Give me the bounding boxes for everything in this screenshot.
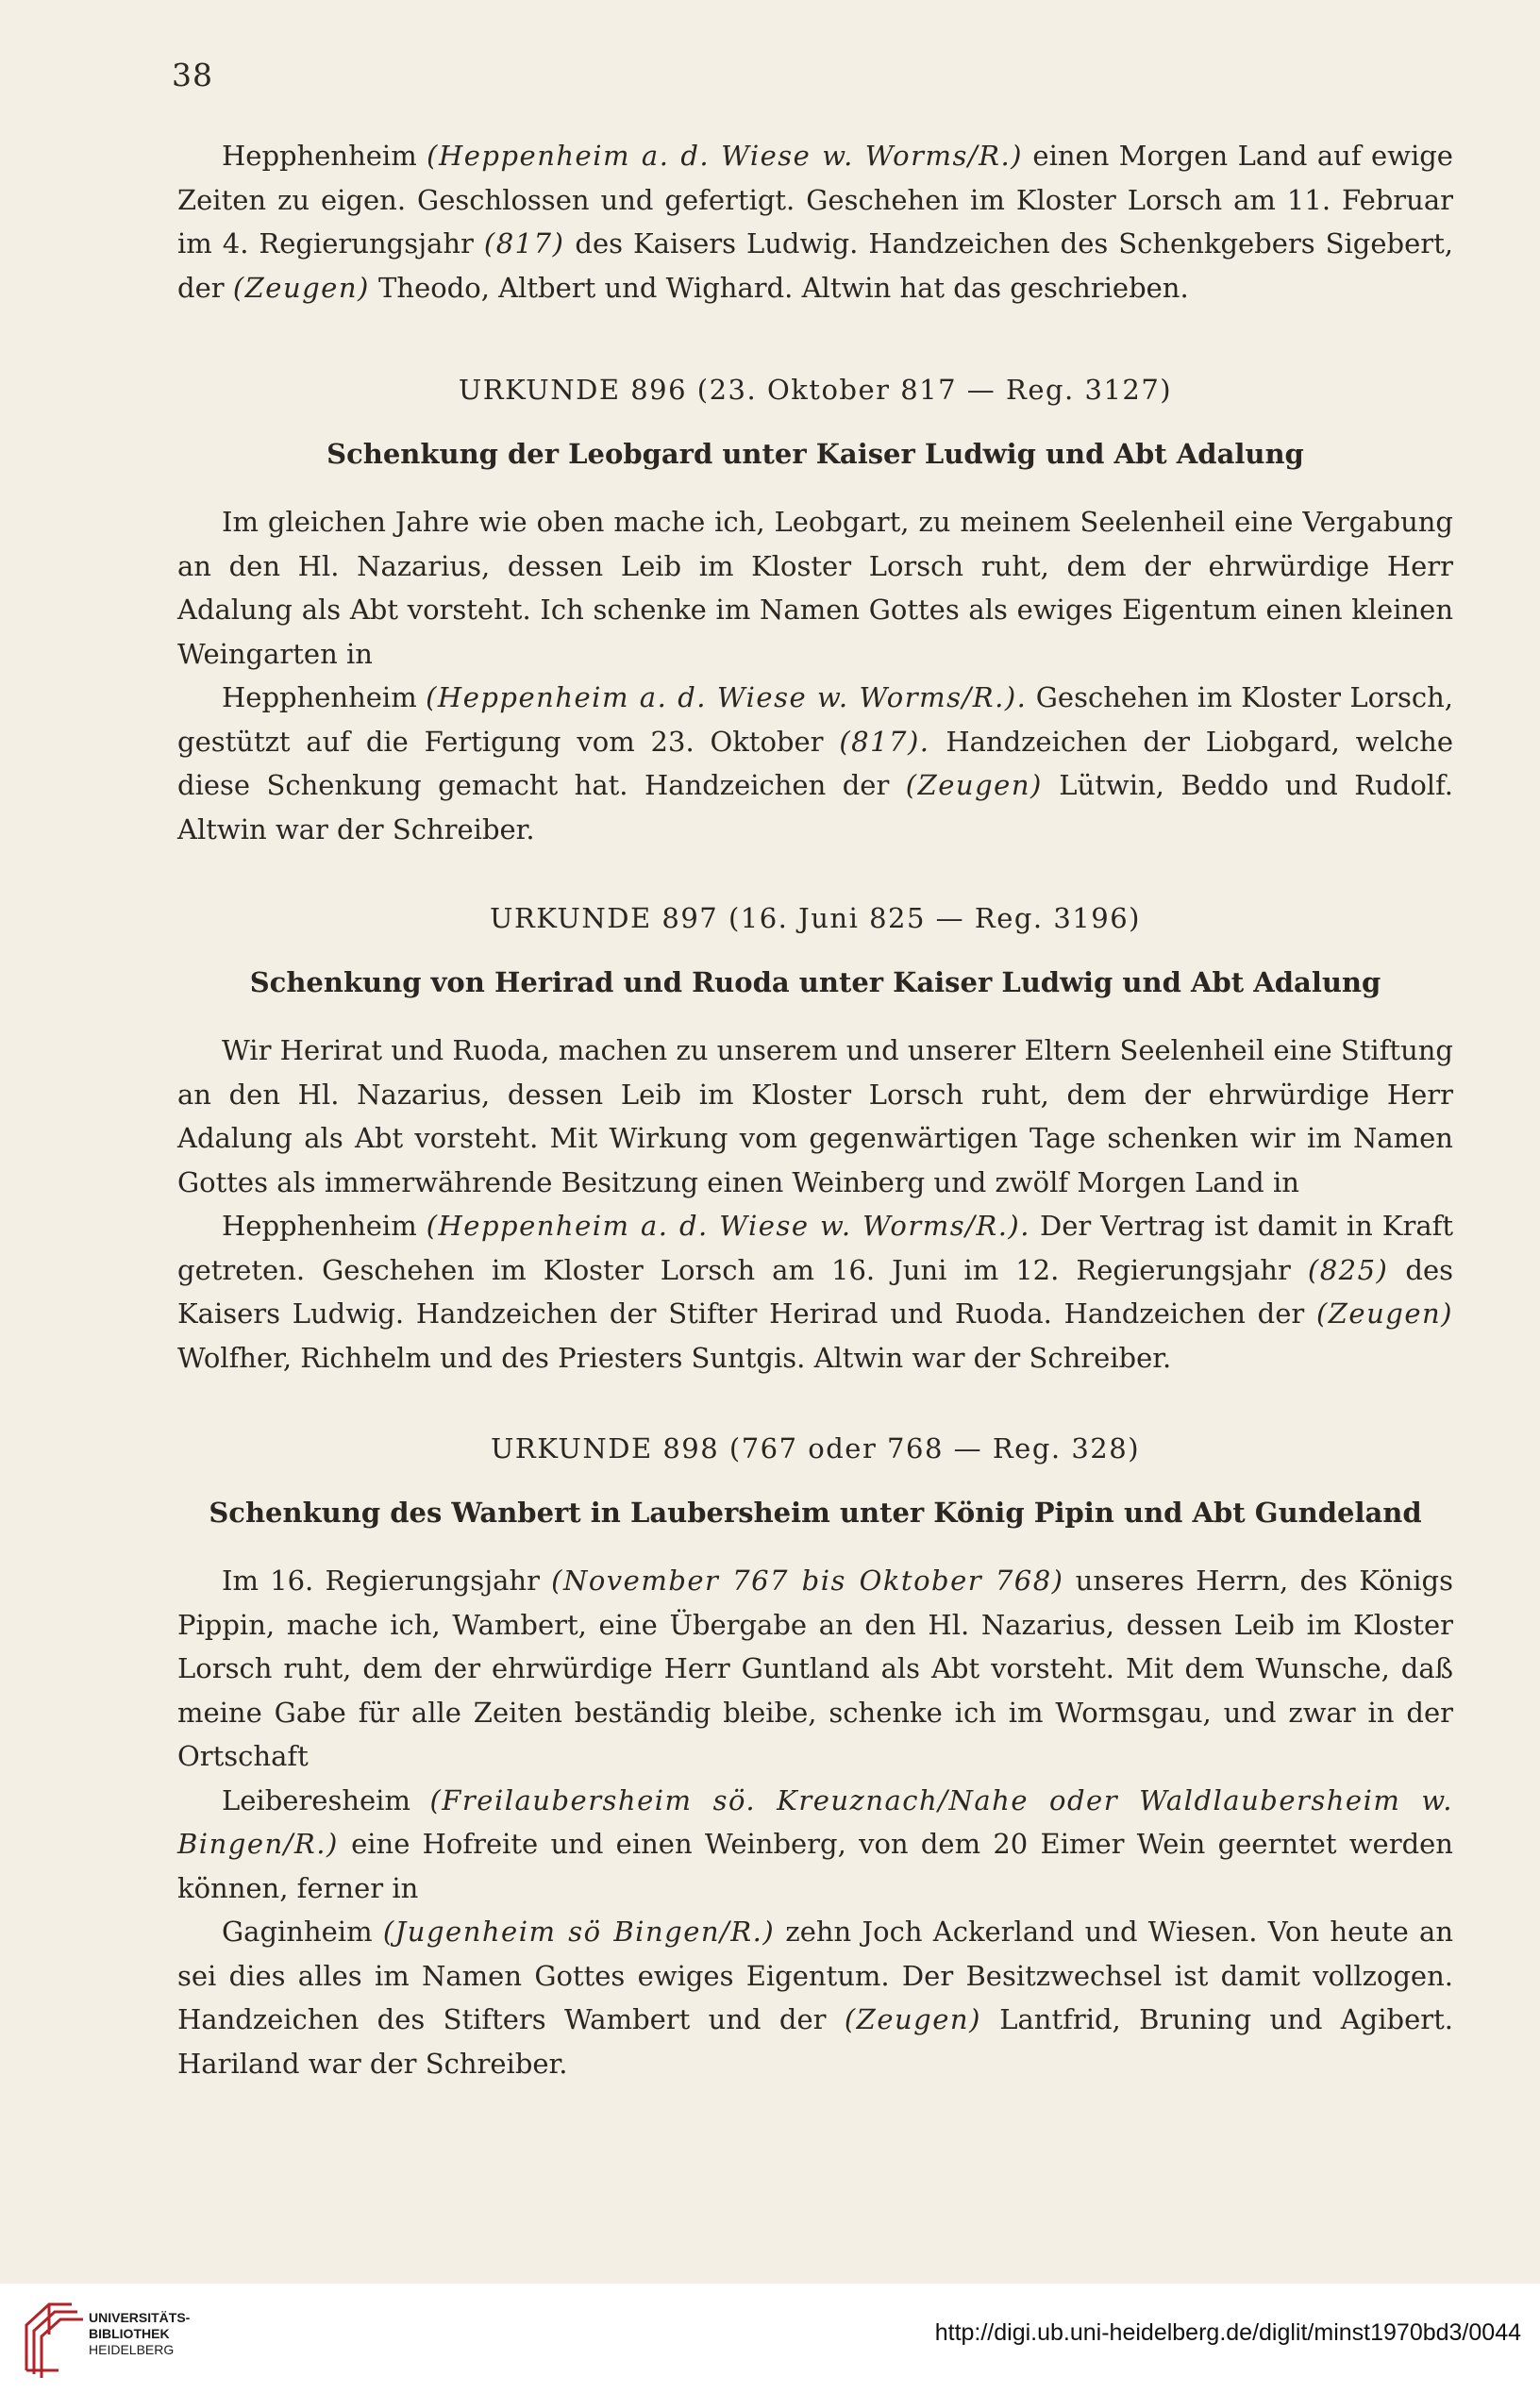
- text-run: Gaginheim: [222, 1916, 383, 1948]
- text-run: Hepphenheim: [222, 681, 427, 713]
- place-annotation: (Jugenheim sö Bingen/R.): [382, 1916, 776, 1948]
- paragraph: [177, 1204, 1453, 1380]
- text-run: des Kaisers Ludwig. Handzeichen des Schenkgebers Sigebert, der: [177, 227, 1453, 304]
- date-annotation: (November 767 bis Oktober 768): [551, 1565, 1064, 1597]
- paragraph: [177, 676, 1453, 851]
- text-run: unseres Herrn, des Königs Pippin, mache ich, Wambert, eine Übergabe an den Hl. Nazarius, dessen Leib im Kloster Lorsch ruht, dem der ehrwürdige Herr Guntland als Abt vorsteht. Mit dem Wunsche, daß meine Gabe für alle Zeiten beständig bleibe, schenke ich im Wormsgau, und zwar in der Ortschaft: [177, 1565, 1453, 1772]
- witness-annotation: (Zeugen): [844, 2003, 981, 2035]
- urkunde-898-subheading: Schenkung des Wanbert in Laubersheim unter König Pipin und Abt Gundeland: [209, 1497, 1422, 1529]
- paragraph: [177, 1559, 1453, 1779]
- urkunde-897-heading: URKUNDE 897 (16. Juni 825 — Reg. 3196): [490, 902, 1141, 934]
- library-name-line: UNIVERSITÄTS-: [89, 2310, 191, 2325]
- continuation-paragraph: [177, 134, 1453, 310]
- paragraph: [177, 1779, 1453, 1911]
- paragraph: Im gleichen Jahre wie oben mache ich, Leobgart, zu meinem Seelenheil eine Vergabung an den Hl. Nazarius, dessen Leib im Kloster Lorsch ruht, dem der ehrwürdige Herr Adalung als Abt vorsteht. Ich schenke im Namen Gottes als ewiges Eigentum einen kleinen Weingarten in: [177, 506, 1453, 670]
- witness-annotation: (Zeugen): [905, 769, 1043, 801]
- text-run: Wolfher, Richhelm und des Priesters Suntgis. Altwin war der Schreiber.: [177, 1341, 1172, 1374]
- page-number: 38: [172, 57, 213, 93]
- urkunde-898-heading: URKUNDE 898 (767 oder 768 — Reg. 328): [490, 1432, 1141, 1464]
- place-annotation: (Freilaubersheim sö. Kreuznach/Nahe oder Waldlaubersheim w. Bingen/R.): [177, 1783, 1453, 1860]
- paragraph: [177, 1910, 1453, 2085]
- urkunde-897-subheading: Schenkung von Herirad und Ruoda unter Kaiser Ludwig und Abt Adalung: [249, 966, 1381, 998]
- witness-annotation: (Zeugen): [1315, 1297, 1453, 1330]
- footer-bar: [0, 2284, 1540, 2393]
- urkunde-897-body: [177, 1029, 1453, 1380]
- date-annotation: (817): [483, 227, 565, 259]
- text-run: Hepphenheim: [222, 1210, 427, 1242]
- text-run: Handzeichen der Liobgard, welche diese Schenkung gemacht hat. Handzeichen der: [177, 725, 1453, 801]
- text-run: des Kaisers Ludwig. Handzeichen der Stifter Herirad und Ruoda. Handzeichen der: [177, 1253, 1453, 1330]
- witness-annotation: (Zeugen): [232, 271, 370, 304]
- library-name-line: BIBLIOTHEK: [89, 2326, 170, 2341]
- text-run: eine Hofreite und einen Weinberg, von dem 20 Eimer Wein geerntet werden können, ferner in: [177, 1828, 1453, 1904]
- paragraph: Wir Herirat und Ruoda, machen zu unserem und unserer Eltern Seelenheil eine Stiftung an den Hl. Nazarius, dessen Leib im Kloster Lorsch ruht, dem der ehrwürdige Herr Adalung als Abt vorsteht. Mit Wirkung vom gegenwärtigen Tage schenken wir im Namen Gottes als immerwährende Besitzung einen Weinberg und zwölf Morgen Land in: [177, 1034, 1453, 1198]
- date-annotation: (825): [1307, 1253, 1389, 1286]
- urkunde-896-body: [177, 500, 1453, 851]
- text-run: Lütwin, Beddo und Rudolf. Altwin war der Schreiber.: [177, 769, 1453, 845]
- library-name: [89, 2310, 190, 2358]
- text-run: Leiberesheim: [222, 1783, 430, 1816]
- text-run: Im 16. Regierungsjahr: [222, 1565, 552, 1597]
- source-url-link[interactable]: http://digi.ub.uni-heidelberg.de/diglit/minst1970bd3/0044: [934, 2319, 1521, 2346]
- urkunde-898-body: [177, 1559, 1453, 2085]
- text-run: Lantfrid, Bruning und Agibert. Hariland war der Schreiber.: [177, 2003, 1453, 2080]
- library-name-line: HEIDELBERG: [89, 2342, 175, 2357]
- place-annotation: (Heppenheim a. d. Wiese w. Worms/R.): [427, 140, 1023, 172]
- library-logo-icon: [21, 2297, 87, 2380]
- text-run: zehn Joch Ackerland und Wiesen. Von heute an sei dies alles im Namen Gottes ewiges Eigentum. Der Besitzwechsel ist damit vollzogen. Handzeichen des Stifters Wambert und der: [177, 1916, 1453, 2035]
- text-run: Geschehen im Kloster Lorsch, gestützt auf die Fertigung vom 23. Oktober: [177, 681, 1454, 758]
- text-run: Theodo, Altbert und Wighard. Altwin hat das geschrieben.: [369, 271, 1189, 304]
- paragraph: [177, 134, 1453, 310]
- text-run: einen Morgen Land auf ewige Zeiten zu eigen. Geschlossen und gefertigt. Geschehen im Kloster Lorsch am 11. Februar im 4. Regierungsjahr: [177, 140, 1453, 259]
- text-run: Der Vertrag ist damit in Kraft getreten. Geschehen im Kloster Lorsch am 16. Juni im 12. Regierungsjahr: [177, 1210, 1453, 1286]
- text-run: Hepphenheim: [222, 140, 427, 172]
- date-annotation: (817).: [839, 725, 930, 758]
- place-annotation: (Heppenheim a. d. Wiese w. Worms/R.).: [426, 1210, 1030, 1242]
- place-annotation: (Heppenheim a. d. Wiese w. Worms/R.).: [426, 681, 1028, 713]
- urkunde-896-heading: URKUNDE 896 (23. Oktober 817 — Reg. 3127): [458, 374, 1173, 406]
- urkunde-896-subheading: Schenkung der Leobgard unter Kaiser Ludwig und Abt Adalung: [326, 438, 1304, 470]
